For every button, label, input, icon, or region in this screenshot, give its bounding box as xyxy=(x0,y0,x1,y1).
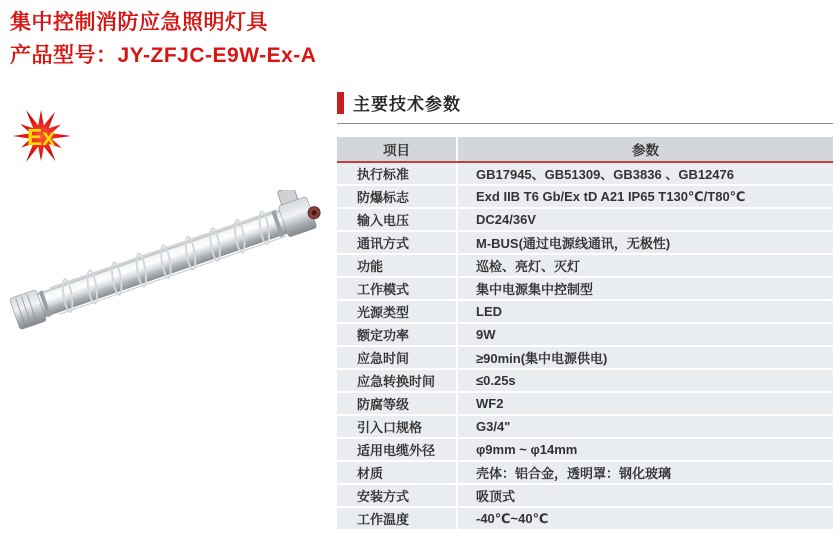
spec-value-cell: Exd IIB T6 Gb/Ex tD A21 IP65 T130℃/T80℃ xyxy=(457,185,833,208)
product-title: 集中控制消防应急照明灯具 xyxy=(10,11,268,34)
table-header-row xyxy=(337,137,833,162)
spec-section xyxy=(337,90,833,531)
spec-item-cell: 光源类型 xyxy=(337,300,457,323)
spec-value-cell: LED xyxy=(457,300,833,323)
table-row xyxy=(337,507,833,530)
spec-value-cell: G3/4" xyxy=(457,415,833,438)
spec-value-cell: 集中电源集中控制型 xyxy=(457,277,833,300)
spec-heading-text: 主要技术参数 xyxy=(353,95,461,114)
ex-badge-label: Ex xyxy=(26,124,56,150)
lamp-tube-highlight xyxy=(38,213,279,303)
table-row xyxy=(337,185,833,208)
spec-item-cell: 适用电缆外径 xyxy=(337,438,457,461)
table-row xyxy=(337,392,833,415)
spec-value-cell: 巡检、亮灯、灭灯 xyxy=(457,254,833,277)
table-row xyxy=(337,484,833,507)
spec-table-head xyxy=(337,137,833,162)
spec-item-cell: 防腐等级 xyxy=(337,392,457,415)
heading-accent-bar xyxy=(337,92,344,114)
product-title-block xyxy=(10,6,316,72)
spec-value-cell: ≤0.25s xyxy=(457,369,833,392)
spec-value-cell: 吸顶式 xyxy=(457,484,833,507)
spec-table xyxy=(337,137,833,531)
table-row xyxy=(337,231,833,254)
spec-item-cell: 引入口规格 xyxy=(337,415,457,438)
product-photo-lamp xyxy=(0,190,335,338)
table-row xyxy=(337,369,833,392)
spec-item-cell: 安装方式 xyxy=(337,484,457,507)
spec-item-cell: 防爆标志 xyxy=(337,185,457,208)
spec-value-cell: 9W xyxy=(457,323,833,346)
spec-value-cell: M-BUS(通过电源线通讯，无极性) xyxy=(457,231,833,254)
table-row xyxy=(337,461,833,484)
table-row xyxy=(337,415,833,438)
table-row xyxy=(337,346,833,369)
spec-value-cell: 壳体：铝合金，透明罩：钢化玻璃 xyxy=(457,461,833,484)
spec-item-cell: 通讯方式 xyxy=(337,231,457,254)
spec-item-cell: 输入电压 xyxy=(337,208,457,231)
spec-value-cell: φ9mm ~ φ14mm xyxy=(457,438,833,461)
spec-item-cell: 执行标准 xyxy=(337,162,457,185)
table-row xyxy=(337,438,833,461)
spec-value-cell: -40℃~40℃ xyxy=(457,507,833,530)
spec-value-cell: GB17945、GB51309、GB3836 、GB12476 xyxy=(457,162,833,185)
column-header-value: 参数 xyxy=(457,137,833,162)
spec-item-cell: 额定功率 xyxy=(337,323,457,346)
spec-item-cell: 工作温度 xyxy=(337,507,457,530)
spec-value-cell: DC24/36V xyxy=(457,208,833,231)
spec-item-cell: 材质 xyxy=(337,461,457,484)
spec-item-cell: 工作模式 xyxy=(337,277,457,300)
spec-value-cell: ≥90min(集中电源供电) xyxy=(457,346,833,369)
ex-certification-badge-icon xyxy=(6,103,76,171)
spec-section-heading xyxy=(337,90,833,124)
table-row xyxy=(337,300,833,323)
spec-item-cell: 应急时间 xyxy=(337,346,457,369)
table-row xyxy=(337,162,833,185)
spec-item-cell: 功能 xyxy=(337,254,457,277)
table-row xyxy=(337,208,833,231)
product-model: 产品型号：JY-ZFJC-E9W-Ex-A xyxy=(10,44,317,67)
spec-table-body xyxy=(337,162,833,530)
table-row xyxy=(337,323,833,346)
spec-value-cell: WF2 xyxy=(457,392,833,415)
column-header-item: 项目 xyxy=(337,137,457,162)
table-row xyxy=(337,254,833,277)
table-row xyxy=(337,277,833,300)
spec-item-cell: 应急转换时间 xyxy=(337,369,457,392)
